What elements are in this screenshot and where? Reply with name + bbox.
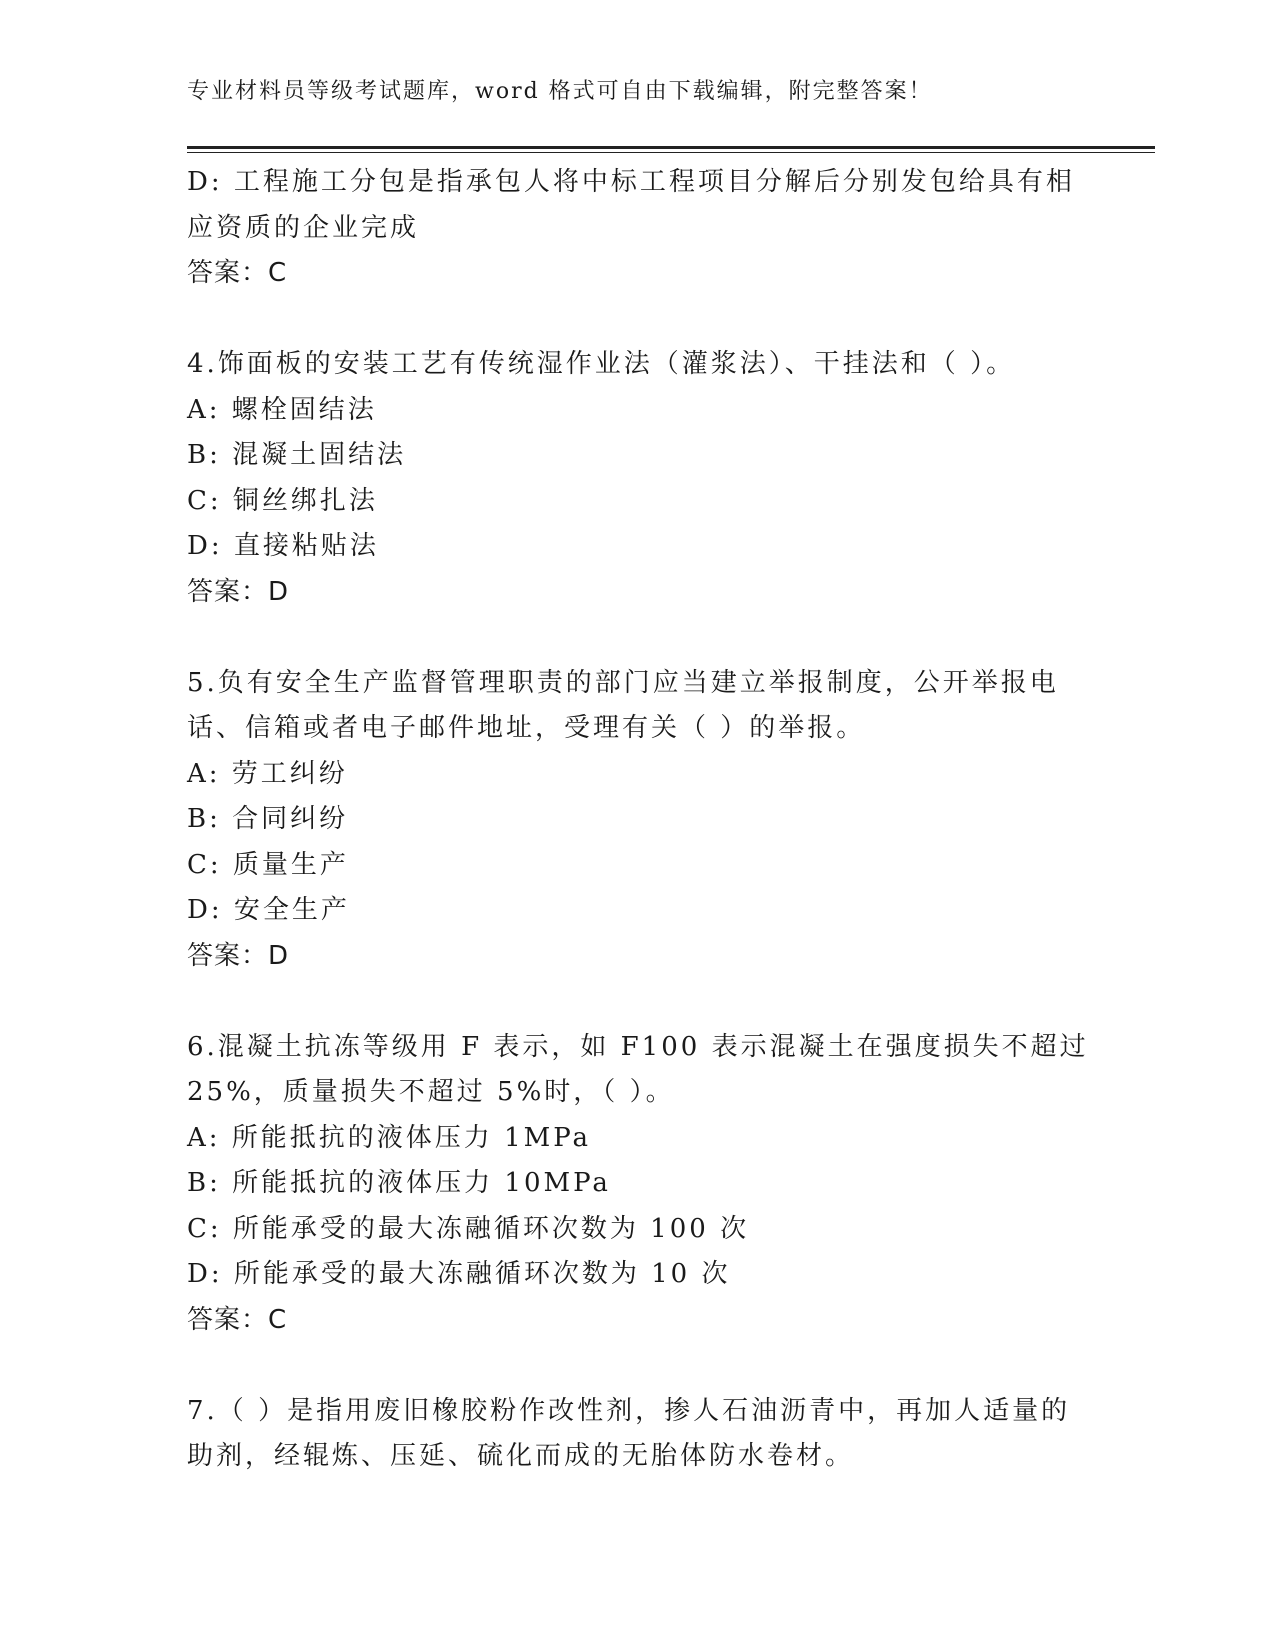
option-c: C: 所能承受的最大冻融循环次数为 100 次 [187, 1213, 750, 1244]
answer: 答案：D [187, 940, 290, 971]
option-d: D: 所能承受的最大冻融循环次数为 10 次 [187, 1259, 731, 1289]
option-a: A: 所能抵抗的液体压力 1MPa [187, 1122, 592, 1153]
header-rule [187, 146, 1155, 153]
option-a: A: 螺栓固结法 [187, 394, 377, 425]
document-body [187, 160, 1087, 1480]
question-5 [187, 661, 1087, 980]
spacer [187, 297, 1087, 343]
question-stem: 6.混凝土抗冻等级用 F 表示，如 F100 表示混凝土在强度损失不超过 [187, 1031, 1089, 1062]
question-7 [187, 1389, 1087, 1480]
option-b: B: 所能抵抗的液体压力 10MPa [187, 1168, 611, 1198]
option-b: B: 混凝土固结法 [187, 440, 407, 470]
previous-question-tail [187, 160, 1087, 297]
option-d: D: 安全生产 [187, 895, 350, 925]
answer: 答案：C [187, 1304, 288, 1335]
page-header: 专业材料员等级考试题库，word 格式可自由下载编辑，附完整答案！ [187, 79, 933, 104]
question-6 [187, 1025, 1087, 1344]
option-b: B: 合同纠纷 [187, 804, 349, 834]
spacer [187, 979, 1087, 1025]
option-c: C: 质量生产 [187, 849, 349, 880]
question-stem: 7.（ ）是指用废旧橡胶粉作改性剂，掺人石油沥青中，再加人适量的 [187, 1395, 1071, 1426]
spacer [187, 615, 1087, 661]
question-4 [187, 342, 1087, 615]
answer: 答案：D [187, 576, 290, 607]
question-stem-continued: 助剂，经辊炼、压延、硫化而成的无胎体防水卷材。 [187, 1441, 855, 1471]
answer: 答案：C [187, 258, 288, 288]
option-d: D: 工程施工分包是指承包人将中标工程项目分解后分别发包给具有相 [187, 167, 1075, 197]
option-d-continued: 应资质的企业完成 [187, 212, 420, 243]
question-stem: 5.负有安全生产监督管理职责的部门应当建立举报制度，公开举报电 [187, 667, 1059, 698]
spacer [187, 1343, 1087, 1389]
option-c: C: 铜丝绑扎法 [187, 485, 378, 516]
option-a: A: 劳工纠纷 [187, 758, 348, 789]
question-stem: 4.饰面板的安装工艺有传统湿作业法（灌浆法）、干挂法和（ ）。 [187, 349, 1016, 379]
question-stem-continued: 话、信箱或者电子邮件地址，受理有关（ ）的举报。 [187, 713, 866, 743]
question-stem-continued: 25%，质量损失不超过 5%时，（ ）。 [187, 1077, 675, 1107]
option-d: D: 直接粘贴法 [187, 531, 379, 561]
